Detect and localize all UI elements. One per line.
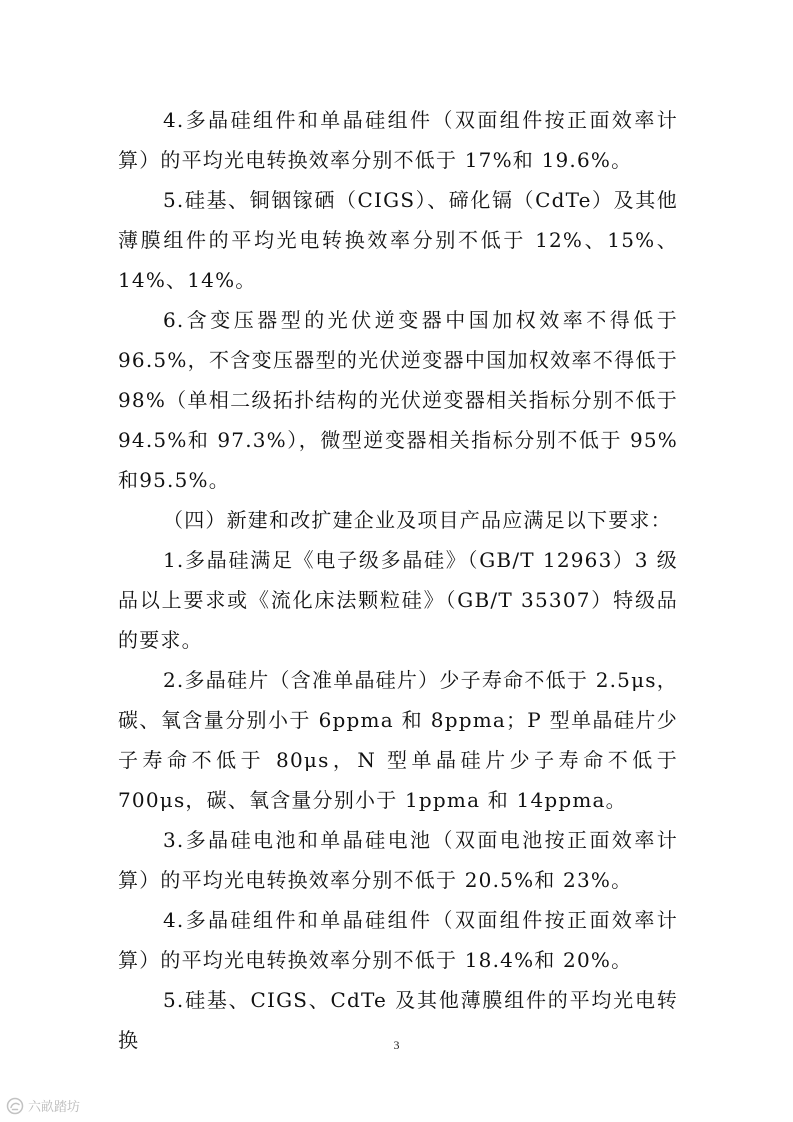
page-number: 3 bbox=[393, 1038, 400, 1052]
watermark-logo-icon bbox=[6, 1097, 24, 1115]
paragraph-item-5-thin-film-new: 5.硅基、CIGS、CdTe 及其他薄膜组件的平均光电转换 bbox=[118, 988, 678, 1052]
paragraph-item-2-wafers: 2.多晶硅片（含准单晶硅片）少子寿命不低于 2.5μs，碳、氧含量分别小于 6ppma 和 8ppma；P 型单晶硅片少子寿命不低于 80μs，N 型单晶硅片少子寿命不低于 700μs，碳、氧含量分别小于 1ppma 和 14ppma。 bbox=[118, 668, 678, 812]
paragraph-item-5-thin-film-2020: 5.硅基、铜铟镓硒（CIGS）、碲化镉（CdTe）及其他薄膜组件的平均光电转换效率分别不低于 12%、15%、14%、14%。 bbox=[118, 188, 678, 292]
watermark-text: 六畝踏坊 bbox=[28, 1100, 81, 1115]
paragraph-item-4-modules-new: 4.多晶硅组件和单晶硅组件（双面组件按正面效率计算）的平均光电转换效率分别不低于 18.4%和 20%。 bbox=[118, 908, 678, 972]
document-body bbox=[118, 100, 678, 1060]
paragraph-item-1-polysilicon: 1.多晶硅满足《电子级多晶硅》（GB/T 12963）3 级品以上要求或《流化床法颗粒硅》（GB/T 35307）特级品的要求。 bbox=[118, 548, 678, 652]
watermark bbox=[6, 1096, 80, 1115]
paragraph-item-4-modules-2020: 4.多晶硅组件和单晶硅组件（双面组件按正面效率计算）的平均光电转换效率分别不低于 17%和 19.6%。 bbox=[118, 108, 678, 172]
section-heading-4: （四）新建和改扩建企业及项目产品应满足以下要求： bbox=[163, 508, 672, 532]
paragraph-item-6-inverter: 6.含变压器型的光伏逆变器中国加权效率不得低于96.5%，不含变压器型的光伏逆变器中国加权效率不得低于98%（单相二级拓扑结构的光伏逆变器相关指标分别不低于94.5%和 97.3%），微型逆变器相关指标分别不低于 95%和95.5%。 bbox=[118, 308, 678, 492]
paragraph-item-3-cells: 3.多晶硅电池和单晶硅电池（双面电池按正面效率计算）的平均光电转换效率分别不低于 20.5%和 23%。 bbox=[118, 828, 678, 892]
